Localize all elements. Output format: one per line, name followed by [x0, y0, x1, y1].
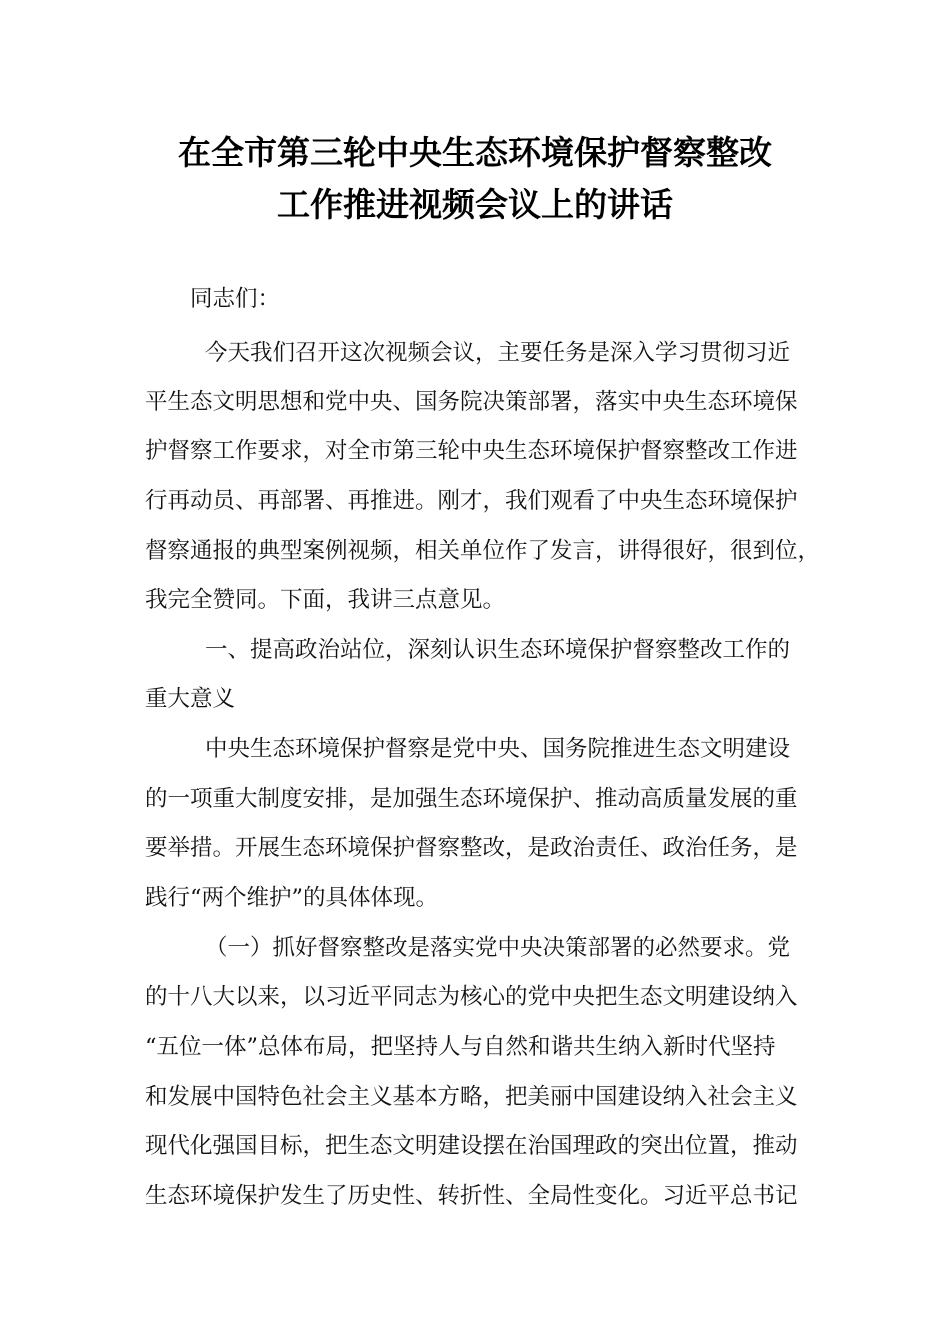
paragraph-line: 和发展中国特色社会主义基本方略，把美丽中国建设纳入社会主义 [145, 1084, 798, 1110]
paragraph-line: 的一项重大制度安排，是加强生态环境保护、推动高质量发展的重 [145, 786, 798, 812]
paragraph-line: 今天我们召开这次视频会议，主要任务是深入学习贯彻习近 [205, 340, 791, 366]
salutation: 同志们： [190, 286, 281, 312]
paragraph-line: 践行“两个维护”的具体体现。 [145, 885, 439, 911]
paragraph-line: 督察通报的典型案例视频，相关单位作了发言，讲得很好，很到位， [145, 538, 821, 564]
paragraph-line: 平生态文明思想和党中央、国务院决策部署，落实中央生态环境保 [145, 389, 798, 415]
paragraph-line: “五位一体”总体布局，把坚持人与自然和谐共生纳入新时代坚持 [145, 1034, 776, 1060]
paragraph-line: 中央生态环境保护督察是党中央、国务院推进生态文明建设 [205, 736, 791, 762]
paragraph-line: 的十八大以来，以习近平同志为核心的党中央把生态文明建设纳入 [145, 984, 798, 1010]
paragraph-line: 生态环境保护发生了历史性、转折性、全局性变化。习近平总书记 [145, 1183, 798, 1209]
paragraph-line: 护督察工作要求，对全市第三轮中央生态环境保护督察整改工作进 [145, 438, 798, 464]
paragraph-line: 行再动员、再部署、再推进。刚才，我们观看了中央生态环境保护 [145, 488, 798, 514]
paragraph-line: （一）抓好督察整改是落实党中央决策部署的必然要求。党 [205, 935, 791, 961]
document-title-line-1: 在全市第三轮中央生态环境保护督察整改 [178, 133, 772, 172]
section-heading-line: 一、提高政治站位，深刻认识生态环境保护督察整改工作的 [205, 637, 791, 663]
paragraph-line: 要举措。开展生态环境保护督察整改，是政治责任、政治任务，是 [145, 835, 798, 861]
section-heading-line: 重大意义 [145, 686, 236, 712]
paragraph-line: 现代化强国目标，把生态文明建设摆在治国理政的突出位置，推动 [145, 1133, 798, 1159]
document-title-line-2: 工作推进视频会议上的讲话 [277, 185, 673, 224]
paragraph-line: 我完全赞同。下面，我讲三点意见。 [145, 587, 506, 613]
